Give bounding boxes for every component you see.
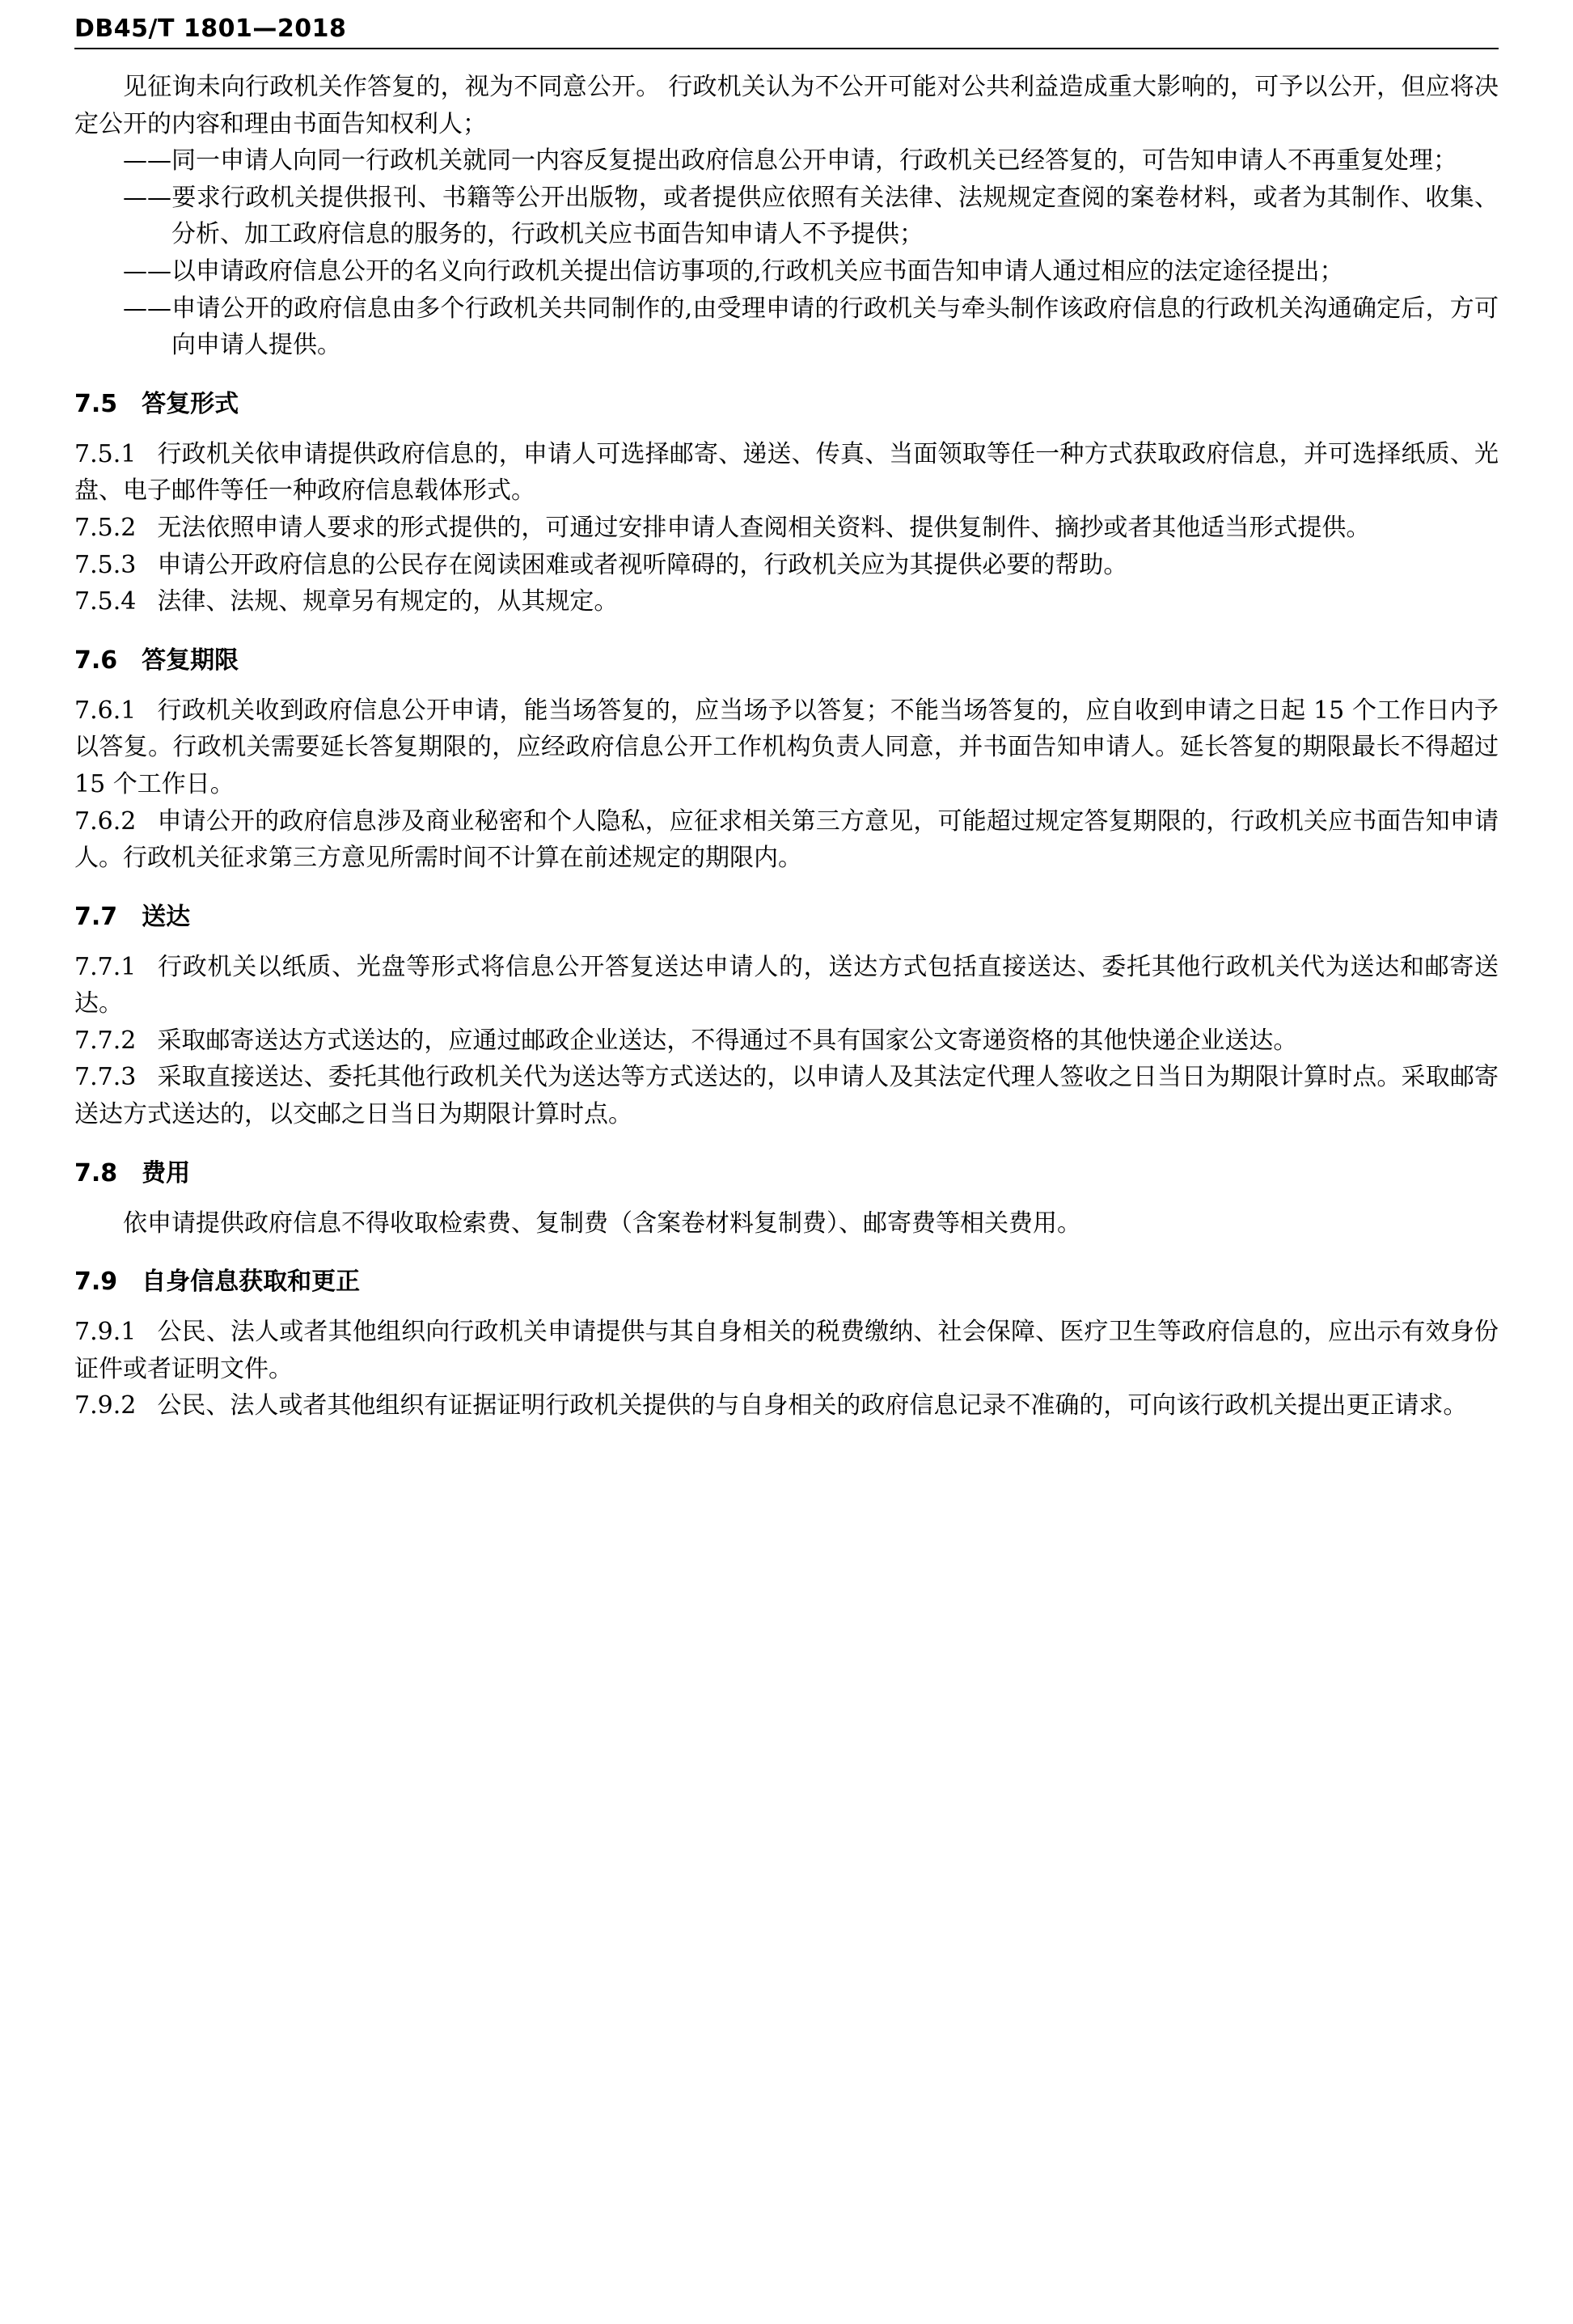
document-body <box>74 69 1499 1424</box>
clause-text: 无法依照申请人要求的形式提供的，可通过安排申请人查阅相关资料、提供复制件、摘抄或者其他适当形式提供。 <box>157 513 1371 542</box>
clause-7-5-1 <box>74 436 1499 510</box>
continuation-paragraph: 见征询未向行政机关作答复的，视为不同意公开。 行政机关认为不公开可能对公共利益造成重大影响的，可予以公开，但应将决定公开的内容和理由书面告知权利人； <box>74 73 1499 138</box>
section-heading-7-9 <box>74 1266 1499 1297</box>
section-heading-7-6 <box>74 645 1499 676</box>
clause-text: 申请公开的政府信息涉及商业秘密和个人隐私，应征求相关第三方意见，可能超过规定答复期限的，行政机关应书面告知申请人。行政机关征求第三方意见所需时间不计算在前述规定的期限内。 <box>74 806 1499 873</box>
clause-text: 采取直接送达、委托其他行政机关代为送达等方式送达的，以申请人及其法定代理人签收之日当日为期限计算时点。采取邮寄送达方式送达的，以交邮之日当日为期限计算时点。 <box>74 1063 1499 1129</box>
section-title: 答复形式 <box>142 389 239 418</box>
section-number: 7.8 <box>74 1158 118 1187</box>
clause-number: 7.7.3 <box>74 1063 137 1092</box>
clause-7-5-3 <box>74 547 1499 584</box>
clause-text: 采取邮寄送达方式送达的，应通过邮政企业送达，不得通过不具有国家公文寄递资格的其他快递企业送达。 <box>157 1026 1298 1055</box>
section-number: 7.7 <box>74 902 118 931</box>
clause-7-6-2 <box>74 803 1499 877</box>
header-divider <box>74 48 1499 49</box>
clause-7-7-3 <box>74 1059 1499 1132</box>
section-title: 费用 <box>142 1158 191 1187</box>
clause-7-7-2 <box>74 1022 1499 1060</box>
clause-number: 7.5.1 <box>74 439 137 468</box>
clause-7-7-1 <box>74 949 1499 1022</box>
clause-number: 7.9.2 <box>74 1391 137 1420</box>
clause-7-5-4 <box>74 583 1499 620</box>
section-heading-7-5 <box>74 388 1499 420</box>
clause-number: 7.5.4 <box>74 587 137 616</box>
section-title: 答复期限 <box>142 646 239 675</box>
dash-list-item: ——申请公开的政府信息由多个行政机关共同制作的,由受理申请的行政机关与牵头制作该政府信息的行政机关沟通确定后，方可向申请人提供。 <box>123 294 1499 360</box>
section-heading-7-8 <box>74 1158 1499 1189</box>
clause-number: 7.5.2 <box>74 513 137 542</box>
clause-number: 7.6.2 <box>74 806 137 836</box>
clause-7-6-1 <box>74 692 1499 803</box>
clause-text: 公民、法人或者其他组织向行政机关申请提供与其自身相关的税费缴纳、社会保障、医疗卫生等政府信息的，应出示有效身份证件或者证明文件。 <box>74 1318 1499 1383</box>
section-number: 7.5 <box>74 389 118 418</box>
clause-number: 7.9.1 <box>74 1318 137 1347</box>
clause-number: 7.6.1 <box>74 696 137 725</box>
clause-number: 7.7.1 <box>74 952 137 981</box>
dash-list-item: ——同一申请人向同一行政机关就同一内容反复提出政府信息公开申请，行政机关已经答复的，可告知申请人不再重复处理； <box>123 146 1457 176</box>
clause-number: 7.5.3 <box>74 550 137 579</box>
clause-7-9-1 <box>74 1314 1499 1387</box>
clause-text: 法律、法规、规章另有规定的，从其规定。 <box>157 587 619 616</box>
section-heading-7-7 <box>74 901 1499 933</box>
section-number: 7.9 <box>74 1268 118 1297</box>
clause-text: 行政机关以纸质、光盘等形式将信息公开答复送达申请人的，送达方式包括直接送达、委托其他行政机关代为送达和邮寄送达。 <box>74 952 1499 1018</box>
clause-7-9-2 <box>74 1387 1499 1424</box>
dash-list-item: ——以申请政府信息公开的名义向行政机关提出信访事项的,行政机关应书面告知申请人通过相应的法定途径提出； <box>123 256 1344 286</box>
section-7-8-paragraph: 依申请提供政府信息不得收取检索费、复制费（含案卷材料复制费）、邮寄费等相关费用。 <box>123 1209 1081 1238</box>
section-number: 7.6 <box>74 646 118 675</box>
clause-text: 行政机关收到政府信息公开申请，能当场答复的，应当场予以答复；不能当场答复的，应自收到申请之日起 15 个工作日内予以答复。行政机关需要延长答复期限的，应经政府信息公开工作机构负责人同意，并书面告知申请人。延长答复的期限最长不得超过 15 个工作日。 <box>74 696 1499 798</box>
page-header: DB45/T 1801—2018 <box>74 15 347 43</box>
section-title: 自身信息获取和更正 <box>142 1268 361 1297</box>
clause-7-5-2 <box>74 510 1499 547</box>
section-title: 送达 <box>142 902 191 931</box>
clause-number: 7.7.2 <box>74 1026 137 1055</box>
clause-text: 行政机关依申请提供政府信息的，申请人可选择邮寄、递送、传真、当面领取等任一种方式获取政府信息，并可选择纸质、光盘、电子邮件等任一种政府信息载体形式。 <box>74 439 1499 506</box>
clause-text: 公民、法人或者其他组织有证据证明行政机关提供的与自身相关的政府信息记录不准确的，可向该行政机关提出更正请求。 <box>157 1391 1468 1420</box>
clause-text: 申请公开政府信息的公民存在阅读困难或者视听障碍的，行政机关应为其提供必要的帮助。 <box>157 550 1128 579</box>
dash-list-item: ——要求行政机关提供报刊、书籍等公开出版物，或者提供应依照有关法律、法规规定查阅的案卷材料，或者为其制作、收集、分析、加工政府信息的服务的，行政机关应书面告知申请人不予提供； <box>123 183 1499 249</box>
